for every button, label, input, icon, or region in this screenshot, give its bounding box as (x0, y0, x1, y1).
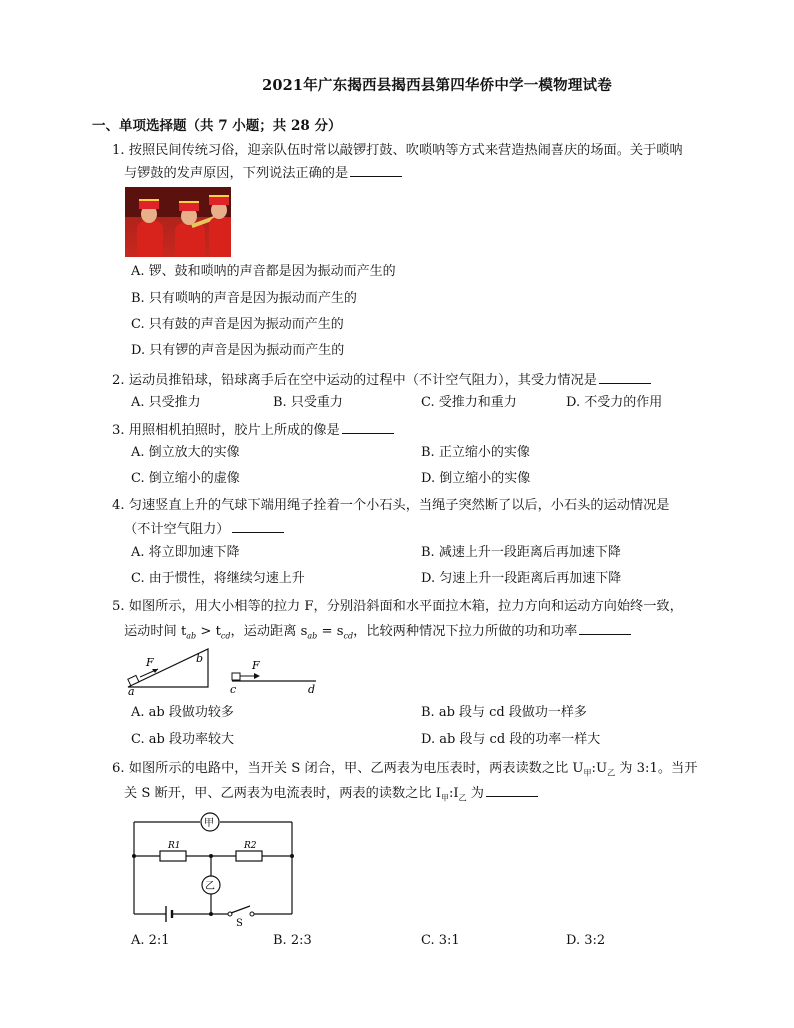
q5-stem-line2: 运动时间 $t_{ab} > t_{cd}$，运动距离 $s_{ab} = s_{cd}$，比较两种情况下拉力所做的功和功率 (124, 622, 631, 646)
label-F-floor: F (252, 659, 260, 672)
answer-blank (350, 164, 402, 177)
q6-option-a[interactable]: A. 2:1 (131, 933, 170, 948)
q5-option-b[interactable]: B. ab 段与 cd 段做功一样多 (421, 705, 587, 720)
q4-option-c[interactable]: C. 由于惯性，将继续匀速上升 (131, 571, 305, 586)
answer-blank (599, 371, 651, 384)
q1-stem-text: 与锣鼓的发声原因，下列说法正确的是 (124, 166, 349, 181)
q5-option-d[interactable]: D. ab 段与 cd 段的功率一样大 (421, 732, 601, 747)
q3-stem-text: 3. 用照相机拍照时，胶片上所成的像是 (112, 423, 340, 438)
q6-option-c[interactable]: C. 3:1 (421, 933, 460, 948)
q1-option-b[interactable]: B. 只有唢呐的声音是因为振动而产生的 (131, 291, 357, 306)
q2-option-c[interactable]: C. 受推力和重力 (421, 395, 517, 410)
label-a: a (128, 685, 135, 698)
q2-stem-text: 2. 运动员推铅球，铅球离手后在空中运动的过程中（不计空气阻力），其受力情况是 (112, 373, 597, 388)
answer-blank (342, 421, 394, 434)
q2-stem (112, 371, 651, 390)
q5-option-c[interactable]: C. ab 段功率较大 (131, 732, 234, 747)
box-on-floor (232, 673, 240, 680)
wedding-band-photo (125, 187, 231, 257)
exam-title: 2021年广东揭西县揭西县第四华侨中学一模物理试卷 (262, 77, 612, 94)
switch-s (231, 906, 250, 913)
q4-option-b[interactable]: B. 减速上升一段距离后再加速下降 (421, 545, 621, 560)
q4-stem-line1: 4. 匀速竖直上升的气球下端用绳子拴着一个小石头，当绳子突然断了以后，小石头的运动情况是 (112, 498, 670, 513)
q3-option-b[interactable]: B. 正立缩小的实像 (421, 445, 530, 460)
label-meter-yi: 乙 (205, 881, 215, 892)
answer-blank (579, 622, 631, 635)
q6-stem-line1: 6. 如图所示的电路中，当开关 S 闭合，甲、乙两表为电压表时，两表读数之比 $U_甲:U_乙$ 为 3:1。当开 (112, 761, 698, 778)
q1-stem-line2 (124, 164, 402, 183)
section-heading: 一、单项选择题（共 7 小题；共 28 分） (92, 118, 342, 134)
q5-option-a[interactable]: A. ab 段做功较多 (131, 705, 234, 720)
answer-blank (486, 784, 538, 797)
answer-blank (232, 520, 284, 533)
q3-option-d[interactable]: D. 倒立缩小的实像 (421, 471, 531, 486)
resistor-r2 (236, 851, 262, 861)
q3-stem (112, 421, 394, 440)
q5-stem-line1: 5. 如图所示，用大小相等的拉力 F，分别沿斜面和水平面拉木箱，拉力方向和运动方向始终一致， (112, 599, 683, 614)
q4-option-d[interactable]: D. 匀速上升一段距离后再加速下降 (421, 571, 622, 586)
q3-option-a[interactable]: A. 倒立放大的实像 (131, 445, 240, 460)
label-c: c (230, 683, 237, 696)
q1-option-d[interactable]: D. 只有锣的声音是因为振动而产生的 (131, 343, 345, 358)
q2-option-a[interactable]: A. 只受推力 (131, 395, 201, 410)
q1-option-c[interactable]: C. 只有鼓的声音是因为振动而产生的 (131, 317, 344, 332)
q4-stem-text: （不计空气阻力） (124, 522, 230, 537)
q6-option-d[interactable]: D. 3:2 (566, 933, 606, 948)
q1-option-a[interactable]: A. 锣、鼓和唢呐的声音都是因为振动而产生的 (131, 264, 396, 279)
label-switch-s: S (236, 918, 243, 929)
label-b: b (196, 652, 204, 665)
label-d: d (308, 683, 316, 696)
q4-option-a[interactable]: A. 将立即加速下降 (131, 545, 240, 560)
q6-option-b[interactable]: B. 2:3 (273, 933, 312, 948)
q1-stem-line1: 1. 按照民间传统习俗，迎亲队伍时常以敲锣打鼓、吹唢呐等方式来营造热闹喜庆的场面。关于唢呐 (112, 143, 683, 158)
label-F-incline: F (146, 656, 154, 669)
label-r1: R1 (168, 841, 181, 851)
q2-option-d[interactable]: D. 不受力的作用 (566, 395, 663, 410)
q6-circuit-diagram (128, 810, 298, 928)
label-meter-jia: 甲 (204, 818, 214, 829)
q5-figure-incline-and-floor (120, 645, 330, 698)
q4-stem-line2 (124, 520, 284, 539)
q6-stem-line2: 关 S 断开，甲、乙两表为电流表时，两表的读数之比 $I_甲:I_乙$ 为 (124, 784, 538, 808)
label-r2: R2 (244, 841, 257, 851)
q2-option-b[interactable]: B. 只受重力 (273, 395, 343, 410)
resistor-r1 (160, 851, 186, 861)
q3-option-c[interactable]: C. 倒立缩小的虚像 (131, 471, 240, 486)
